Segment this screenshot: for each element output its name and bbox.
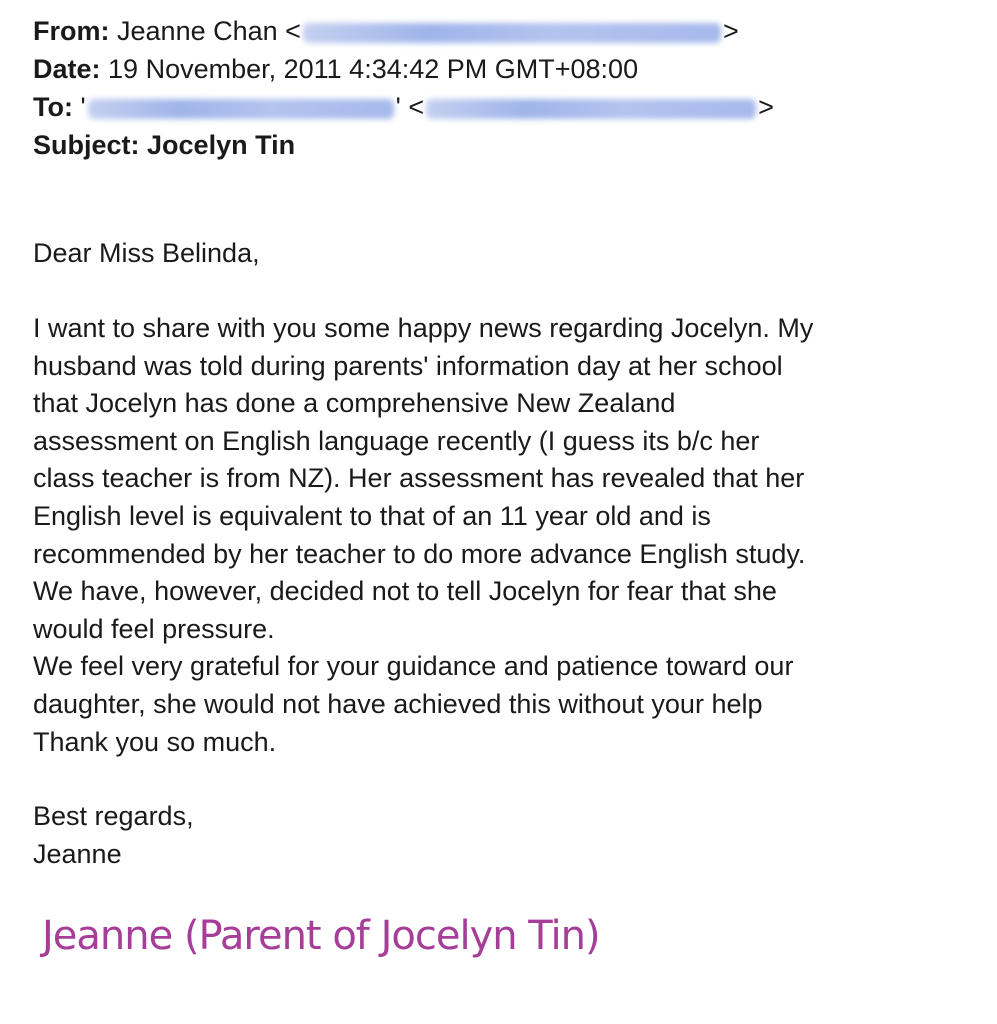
- subject-line: [33, 129, 295, 161]
- body-line: daughter, she would not have achieved this without your help: [33, 688, 763, 719]
- body-line: We feel very grateful for your guidance and patience toward our: [33, 651, 794, 682]
- from-line: From: Jeanne Chan < >: [33, 16, 739, 46]
- greeting: Dear Miss Belinda,: [33, 238, 260, 268]
- body-line: English level is equivalent to that of an 11 year old and is: [33, 500, 711, 531]
- redacted-email: [303, 23, 721, 43]
- closing: [33, 798, 983, 873]
- sender-name: Jeanne: [33, 838, 122, 869]
- subject-value: Jocelyn Tin: [147, 130, 296, 160]
- redacted-email: [426, 99, 756, 119]
- date-line: [33, 53, 638, 85]
- body-line: husband was told during parents' information day at her school: [33, 350, 783, 381]
- date-value: 19 November, 2011 4:34:42 PM GMT+08:00: [108, 54, 639, 84]
- to-label: To:: [33, 92, 73, 122]
- body-line: Thank you so much.: [33, 726, 277, 757]
- body-line: class teacher is from NZ). Her assessment has revealed that her: [33, 463, 805, 494]
- signature-caption: Jeanne (Parent of Jocelyn Tin): [42, 913, 600, 959]
- body-line: We have, however, decided not to tell Jocelyn for fear that she: [33, 576, 777, 607]
- closing-phrase: Best regards,: [33, 801, 194, 831]
- body-line: assessment on English language recently (I guess its b/c her: [33, 425, 760, 456]
- redacted-email: [88, 99, 394, 119]
- subject-label: Subject:: [33, 130, 140, 160]
- body-line: would feel pressure.: [33, 613, 275, 644]
- date-label: Date:: [33, 54, 101, 84]
- from-label: From:: [33, 16, 110, 46]
- to-line: To: ' ' < >: [33, 92, 774, 122]
- body-line: that Jocelyn has done a comprehensive New Zealand: [33, 388, 676, 419]
- from-name: Jeanne Chan: [117, 16, 278, 46]
- body-line: recommended by her teacher to do more advance English study.: [33, 538, 806, 569]
- message-body: [33, 310, 983, 761]
- body-line: I want to share with you some happy news regarding Jocelyn. My: [33, 313, 814, 343]
